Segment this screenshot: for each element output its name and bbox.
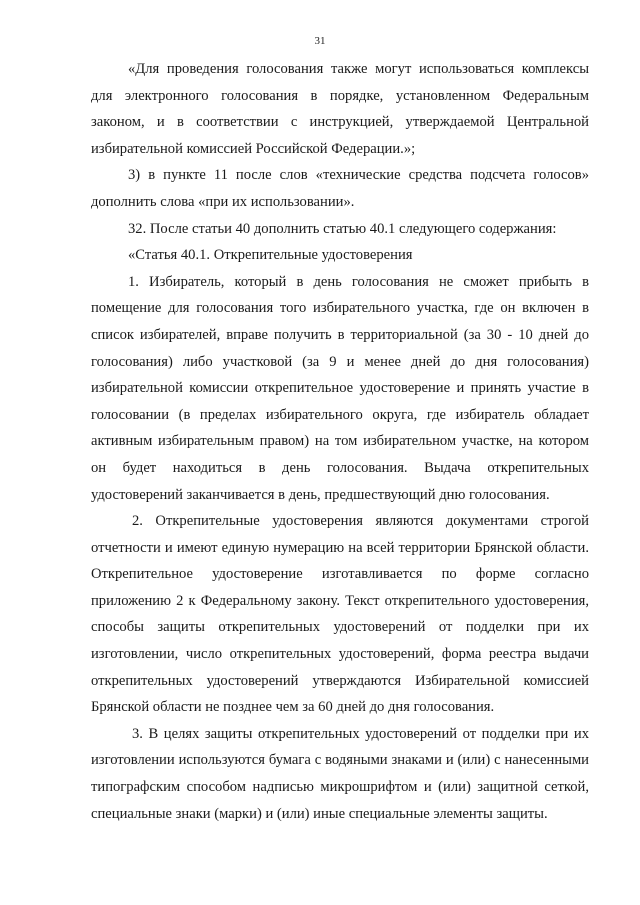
- paragraph-clause-1: 1. Избиратель, который в день голосования не сможет прибыть в помещение для голосования того избирательного участка, где он включен в список избирателей, вправе получить в территориальной (за 30 - 10 дней до голосования) либо участковой (за 9 и менее дней до дня голосования) избирательной комиссии открепительное удостоверение и принять участие в голосовании (в пределах избирательного округа, где избиратель обладает активным избирательным правом) на том избирательном участке, на котором он будет находиться в день голосования. Выдача открепительных удостоверений заканчивается в день, предшествующий дню голосования.: [91, 273, 589, 503]
- page-number: 31: [314, 35, 326, 47]
- article-heading: «Статья 40.1. Открепительные удостоверения: [128, 247, 413, 264]
- document-body: [91, 56, 589, 827]
- paragraph-clause-3: 3. В целях защиты открепительных удостоверений от подделки при их изготовлении используются бумага с водяными знаками и (или) с нанесенными типографским способом надписью микрошрифтом и (или) защитной сеткой, специальные знаки (марки) и (или) иные специальные элементы защиты.: [91, 725, 589, 822]
- paragraph-clause-2: 2. Открепительные удостоверения являются документами строгой отчетности и имеют единую нумерацию на всей территории Брянской области. Открепительное удостоверение изготавливается по форме согласно приложению 2 к Федеральному закону. Текст открепительного удостоверения, способы защиты открепительных удостоверений от подделки при их изготовлении, число открепительных удостоверений, форма реестра выдачи открепительных удостоверений утверждаются Избирательной комиссией Брянской области не позднее чем за 60 дней до дня голосования.: [91, 513, 589, 716]
- paragraph-amendment-32: 32. После статьи 40 дополнить статью 40.1 следующего содержания:: [128, 220, 557, 237]
- paragraph-electronic-voting: «Для проведения голосования также могут использоваться комплексы для электронного голосования в порядке, установленном Федеральным законом, и в соответствии с инструкцией, утверждаемой Центральной избирательной комиссией Российской Федерации.»;: [91, 61, 589, 157]
- paragraph-amendment-point-11: 3) в пункте 11 после слов «технические средства подсчета голосов» дополнить слова «при их использовании».: [91, 167, 589, 210]
